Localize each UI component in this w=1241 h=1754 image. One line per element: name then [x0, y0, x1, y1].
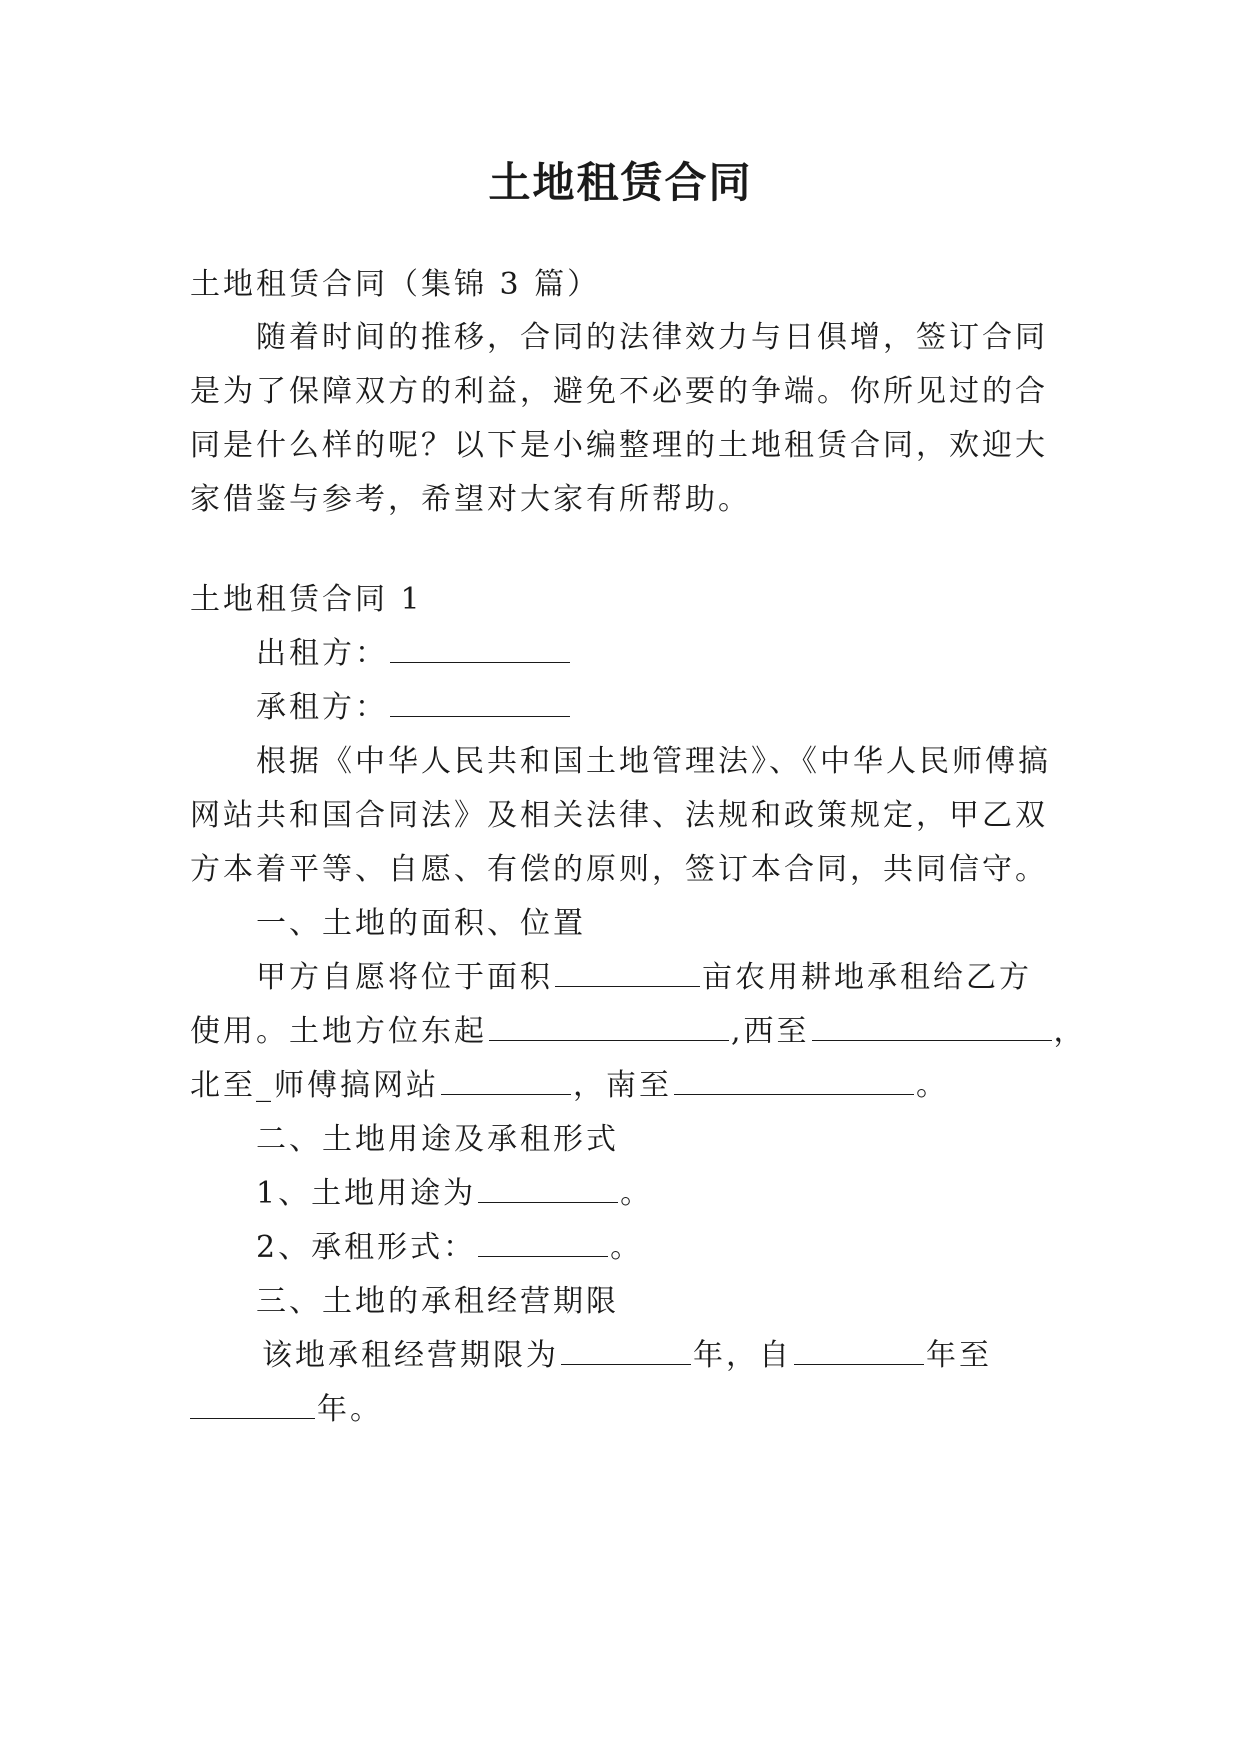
end-year-blank [190, 1392, 315, 1419]
section-1-title: 一、土地的面积、位置 [256, 906, 586, 941]
north-blank [441, 1068, 571, 1095]
south-blank [674, 1068, 914, 1095]
s1-l2-text-c: ， [1053, 1014, 1087, 1049]
start-year-blank [794, 1338, 924, 1365]
s1-l2-text-a: 使用。土地方位东起 [190, 1014, 487, 1049]
s2-l1-text-b: 。 [620, 1176, 654, 1211]
section-3-line-2 [190, 1390, 383, 1430]
s2-l2-text-b: 。 [610, 1230, 644, 1265]
section-3-title: 三、土地的承租经营期限 [256, 1284, 619, 1319]
area-blank [555, 960, 700, 987]
section-1-line-2 [190, 1012, 1087, 1052]
s2-l2-text-a: 2、承租形式： [256, 1230, 477, 1265]
s3-l1-text-a: 该地承租经营期限为 [262, 1338, 559, 1373]
lessor-row [256, 634, 572, 674]
intro-line-2: 是为了保障双方的利益，避免不必要的争端。你所见过的合 [190, 374, 1048, 409]
term-years-blank [561, 1338, 691, 1365]
east-blank [489, 1014, 729, 1041]
lessee-blank [390, 690, 570, 717]
s1-l3-text-c: 。 [916, 1068, 949, 1103]
lessor-blank [390, 636, 570, 663]
section-1-line-1 [256, 958, 1032, 998]
s1-l3-text-a: 北至_师傅搞网站 [190, 1068, 439, 1103]
preamble-line-1: 根据《中华人民共和国土地管理法》、《中华人民师傅搞 [256, 744, 1051, 779]
lessee-label: 承租方： [256, 690, 388, 725]
section-2-line-2 [256, 1228, 643, 1268]
s1-l1-text-b: 亩农用耕地承租给乙方 [702, 960, 1032, 995]
intro-line-4: 家借鉴与参考，希望对大家有所帮助。 [190, 482, 751, 517]
section-2-title: 二、土地用途及承租形式 [256, 1122, 619, 1157]
section-1-line-3 [190, 1066, 949, 1106]
section-3-line-1 [262, 1336, 992, 1376]
s1-l2-text-b: ,西至 [731, 1014, 810, 1049]
document-subtitle: 土地租赁合同（集锦 3 篇） [190, 267, 601, 302]
lessor-label: 出租方： [256, 636, 388, 671]
preamble-line-2: 网站共和国合同法》及相关法律、法规和政策规定，甲乙双 [190, 798, 1048, 833]
s3-l2-text-b: 年。 [317, 1392, 383, 1427]
s3-l1-text-b: 年，自 [693, 1338, 792, 1373]
s1-l3-text-b: ，南至 [573, 1068, 672, 1103]
preamble-line-3: 方本着平等、自愿、有偿的原则，签订本合同，共同信守。 [190, 852, 1048, 887]
land-use-blank [478, 1176, 618, 1203]
section-2-line-1 [256, 1174, 653, 1214]
s1-l1-text-a: 甲方自愿将位于面积 [256, 960, 553, 995]
s2-l1-text-a: 1、土地用途为 [256, 1176, 477, 1211]
lessee-row [256, 688, 572, 728]
intro-line-1: 随着时间的推移，合同的法律效力与日俱增，签订合同 [256, 320, 1048, 355]
contract-heading: 土地租赁合同 1 [190, 582, 423, 617]
document-title: 土地租赁合同 [488, 158, 753, 207]
s3-l1-text-c: 年至 [926, 1338, 992, 1373]
lease-form-blank [478, 1230, 608, 1257]
intro-line-3: 同是什么样的呢？以下是小编整理的土地租赁合同，欢迎大 [190, 428, 1048, 463]
west-blank [812, 1014, 1052, 1041]
